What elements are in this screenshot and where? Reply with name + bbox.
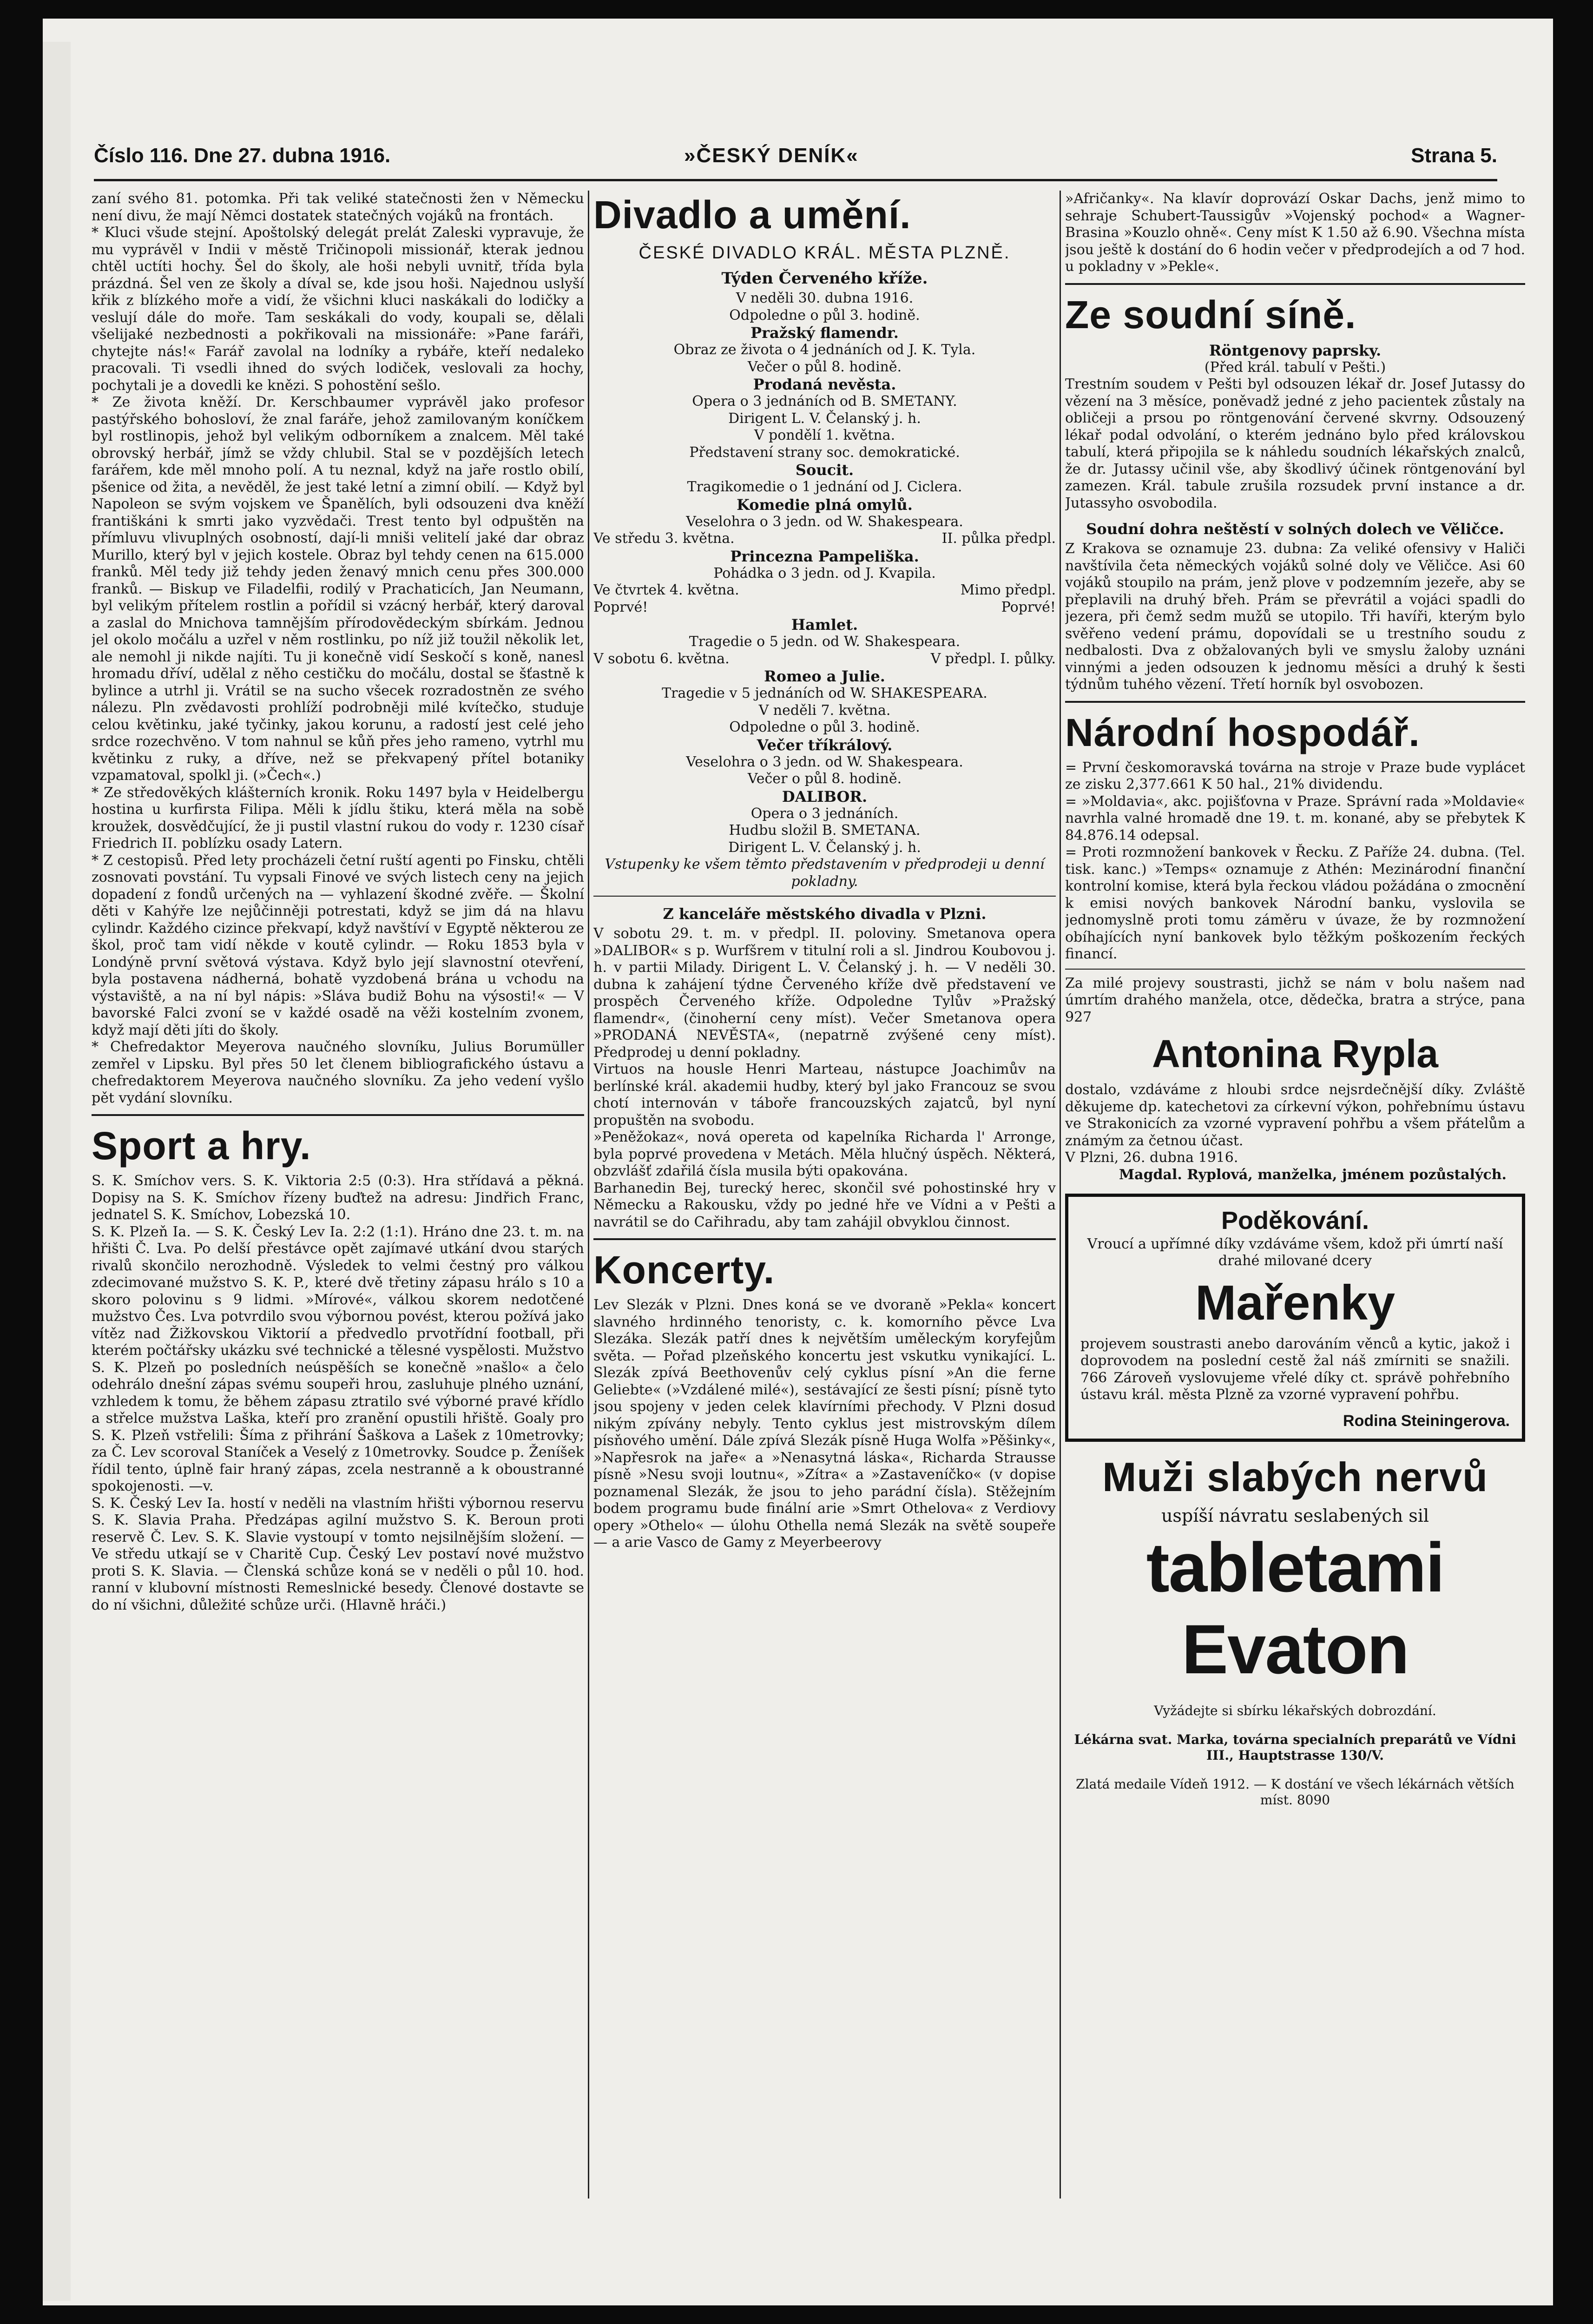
program-title: Večer tříkrálový. bbox=[757, 736, 893, 754]
economy-item: = První českomoravská továrna na stroje v Praze bude vyplácet ze zisku 2,377.661 K 50 hal., 21% dividendu. bbox=[1065, 759, 1525, 792]
program-date: V neděli 30. dubna 1916. bbox=[736, 290, 914, 306]
thanks-intro: Vroucí a upřímné díky vzdáváme všem, kdož při úmrtí naší drahé milované dcery bbox=[1087, 1235, 1503, 1269]
program-conductor: Dirigent L. V. Čelanský j. h. bbox=[728, 839, 921, 856]
article-zivot-knezi: * Ze života kněží. Dr. Kerschbaumer vyprávěl jako profesor pastýřského bohosloví, že znal faráře, jehož zamilovaným koníčkem byl rostlinopis, jehož byl velikým odborníkem a znalcem. Měl také obrovský herbář, jímž se vždy chlubil. Stal se v pozdějších letech farářem, kde měl mnoho polí. A tu neznal, když na jaře rostlo obilí, pšenice od žita, a nevěděl, že jest také letní a zimní obilí. — Když byl Napoleon se svým vojskem ve Španělích, byli odsouzeni dva kněží františkáni k smrti jako vyzvědači. Trest tento byl odpuštěn na přímluvu vlivuplných osobností, dají-li mniši velitelí jaké dar obraz Murillo, který byl v jejich kostele. Obraz byl tehdy cenen na 615.000 franků. Měl tedy již tehdy jeden ženavý mnich cenu přes 300.000 franků. — Biskup ve Filadelfii, rodilý v Prachaticích, Jan Neumann, byl velikým přítelem rostlin a pořídil si vzácný herbář, který daroval a zaslal do Mnichova tamnějším přírodovědeckým sbírkám. Jednou jel okolo močálu a uzřel v něm rostlinku, po níž již toužil několik let, ale nemohl ji nikde najíti. Tu ji konečně vidí Seskočí s koně, nanesl hromadu dříví, udělal z něho cestičku do močálu, dostal se šťastně k bylince a utrhl ji. Vrátil se na sucho všecek rozradostněn ze svého nálezu. Pln zvědavosti prohlíží podrobněji milé kvítečko, studuje celou květinku, jaké tyčinky, jakou korunu, a radostí jest celé jeho srdce rozechvěno. V tom nahnul se kůň přes jeho rameno, vytrhl mu květinku z ruky, a dříve, než se překvapený přítel botaniky vzpamatoval, spolkl ji. (»Čech«.) bbox=[92, 394, 584, 784]
section-rule bbox=[1065, 283, 1525, 285]
issue-date: Číslo 116. Dne 27. dubna 1916. bbox=[94, 144, 391, 167]
page-header bbox=[94, 135, 1497, 177]
program-desc: Pohádka o 3 jedn. od J. Kvapila. bbox=[713, 565, 936, 581]
column-2 bbox=[593, 191, 1056, 2199]
program-desc: Tragikomedie o 1 jednání od J. Ciclera. bbox=[687, 479, 962, 495]
theatre-notice: V sobotu 29. t. m. v předpl. II. poloviny. Smetanova opera »DALIBOR« s p. Wurfšrem v titulní roli a sl. Jindrou Koubovou j. h. v partii Milady. Dirigent L. V. Čelanský j. h. — V neděli 30. dubna k zahájení týdne Červeného kříže dvě představení ve prospěch Červeného kříže. Odpoledne Tylův »Pražský flamendr«, (činoherní ceny míst). Večer Smetanova opera »PRODANÁ NEVĚSTA«, (nepatrně zvýšené ceny míst). Předprodej u denní pokladny. bbox=[593, 925, 1056, 1061]
ad-line: Zlatá medaile Vídeň 1912. — K dostání ve všech lékárnách větších míst. 8090 bbox=[1076, 1776, 1514, 1808]
adjacent-page-edge bbox=[43, 42, 71, 2301]
thanks-text: projevem soustrasti anebo darováním věnců a kytic, jakož i doprovodem na poslední cestě žal náš zmírniti se snažili. 766 Zároveň vyslovujeme vřelé díky ct. správě pohřebního ústavu král. města Plzně za vzorné vypravení pohřbu. bbox=[1080, 1335, 1510, 1403]
premiere-label: Poprvé! bbox=[593, 599, 648, 615]
program-time: Večer o půl 8. hodině. bbox=[747, 771, 902, 787]
culture-news: Barhanedin Bej, turecký herec, skončil své pohostinské hry v Německu a Rakousku, vždy po jedné hře ve Vídni a v Pešti a navrátil se do Cařihradu, aby tam zahájil obvyklou činnost. bbox=[593, 1180, 1056, 1230]
section-title-hospodar: Národní hospodář. bbox=[1065, 710, 1420, 754]
court-article: Trestním soudem v Pešti byl odsouzen lékař dr. Josef Jutassy do vězení na 3 měsíce, poněvadž jedné z jeho pacientek zůstaly na obličeji a prsou po röntgenování červené skvrny. Odsouzený lékař podal odvolání, o kterém jednáno bylo před královskou tabulí, která připojila se k náhledu soudních lékařských znalců, že dr. Jutassy učinil vše, aby škodlivý účinek röntgenování byl zamezen. Král. tabule zrušila rozsudek první instance a dr. Jutassyho osvobodila. bbox=[1065, 376, 1525, 511]
ad-product-name: tabletami Evaton bbox=[1146, 1528, 1444, 1688]
sport-item: S. K. Smíchov vers. S. K. Viktoria 2:5 (0:3). Hra střídavá a pěkná. Dopisy na S. K. Smíchov řízeny buďtež na adresu: Jindřich Franc, jednatel S. K. Smíchov, Lobezská 10. bbox=[92, 1173, 584, 1223]
header-rule bbox=[94, 179, 1497, 181]
program-date: Ve čtvrtek 4. května. bbox=[593, 582, 739, 598]
thanks-signature: Rodina Steiningerova. bbox=[1343, 1412, 1510, 1430]
section-title-soud: Ze soudní síně. bbox=[1065, 292, 1356, 337]
program-premiere-row bbox=[593, 599, 1056, 616]
program-subscription: V předpl. I. půlky. bbox=[930, 650, 1056, 667]
program-title: Hamlet. bbox=[791, 616, 858, 634]
obituary-name: Antonina Rypla bbox=[1152, 1032, 1438, 1076]
program-desc: Tragedie o 5 jedn. od W. Shakespeara. bbox=[689, 634, 961, 650]
article-kroniky: * Ze středověkých klášterních kronik. Roku 1497 byla v Heidelbergu hostina u kurfirsta Filipa. Měli k jídlu štiku, která měla na sobě kroužek, dosvědčující, že ji pustil vlastní rukou do vody r. 1230 císař Friedrich II. poblízku osady Latern. bbox=[92, 784, 584, 852]
economy-item: = Proti rozmnožení bankovek v Řecku. Z Paříže 24. dubna. (Tel. tisk. kanc.) »Temps« oznamuje z Athén: Mezinárodní finanční kontrolní komise, která byla řeckou vládou požádána o zmocnění k emisi nových bankovek Národní banku, vyslovila se jednomyslně proti tomu záměru v úvaze, že by rozmnožení obíhajících nyní bankovek bylo těžkým poškozením řeckých financí. bbox=[1065, 844, 1525, 962]
tickets-note: Vstupenky ke všem těmto představením v předprodeji u denní pokladny. bbox=[605, 856, 1045, 890]
newspaper-page bbox=[43, 19, 1553, 2305]
program-title: Pražský flamendr. bbox=[750, 324, 899, 342]
program-subscription: Mimo předpl. bbox=[960, 582, 1056, 598]
advertisement bbox=[1065, 1452, 1525, 1808]
masthead-title: »ČESKÝ DENÍK« bbox=[684, 144, 859, 167]
page-number: Strana 5. bbox=[1411, 144, 1497, 167]
article-meyer: * Chefredaktor Meyerova naučného slovníku, Julius Borumüller zemřel v Lipsku. Byl přes 50 let členem bibliografického ústavu a chefredaktorem Meyerova naučného slovníku. Za jeho vedení vyšlo pět vydání slovníku. bbox=[92, 1039, 584, 1106]
program-date: V sobotu 6. května. bbox=[593, 650, 730, 667]
section-title-divadlo: Divadlo a umění. bbox=[593, 193, 911, 237]
section-rule bbox=[593, 1238, 1056, 1240]
program-subscription: II. půlka předpl. bbox=[941, 530, 1056, 547]
subsection-title: Z kanceláře městského divadla v Plzni. bbox=[663, 905, 987, 923]
culture-news: »Peněžokaz«, nová opereta od kapelníka Richarda l' Arronge, byla poprvé provedena v Metách. Měla hlučný úspěch. Některá, obzvlášť zdařilá čísla musila býti opakována. bbox=[593, 1129, 1056, 1179]
program-date: V neděli 7. května. bbox=[758, 702, 891, 719]
article-headline: Röntgenovy paprsky. bbox=[1209, 341, 1382, 359]
program-desc: Opera o 3 jednáních. bbox=[750, 805, 899, 822]
article-headline: Soudní dohra neštěstí v solných dolech ve Věličce. bbox=[1086, 520, 1504, 538]
program-time: Večer o půl 8. hodině. bbox=[747, 358, 902, 375]
program-date-row bbox=[593, 582, 1056, 599]
article-subheadline: (Před král. tabulí v Pešti.) bbox=[1204, 359, 1386, 376]
ad-subheadline: uspíší návratu seslabených sil bbox=[1161, 1505, 1429, 1526]
thanks-notice-box bbox=[1065, 1194, 1525, 1442]
section-rule bbox=[593, 896, 1056, 897]
program-date: V pondělí 1. května. bbox=[754, 427, 895, 443]
premiere-label: Poprvé! bbox=[1001, 599, 1056, 615]
program-desc: Veselohra o 3 jedn. od W. Shakespeara. bbox=[686, 513, 963, 530]
culture-news: Virtuos na housle Henri Marteau, nástupce Joachimův na berlínské král. akademii hudby, který byl jako Francouz se svou chotí internován v táboře francouzských zajatců, byl nyní propuštěn na svobodu. bbox=[593, 1061, 1056, 1129]
obituary-intro: Za milé projevy soustrasti, jichž se nám v bolu našem nad úmrtím drahého manžela, otce, dědečka, bratra a strýce, pana 927 bbox=[1065, 975, 1525, 1025]
section-rule bbox=[1065, 969, 1525, 970]
column-rule bbox=[588, 191, 589, 2199]
program-desc: Obraz ze života o 4 jednáních od J. K. Tyla. bbox=[673, 342, 976, 358]
thanks-title: Poděkování. bbox=[1221, 1206, 1369, 1235]
section-title-sport: Sport a hry. bbox=[92, 1124, 311, 1168]
program-time: Odpoledne o půl 3. hodině. bbox=[729, 719, 920, 735]
column-1 bbox=[92, 191, 584, 2199]
article-kluci: * Kluci všude stejní. Apoštolský delegát prelát Zaleski vypravuje, že mu vyprávěl v Indii v městě Tričinopoli missionář, kterak jednou chtěl uctíti hochy. Šel do školy, ale hoši nebyli uvnitř, třída byla prázdná. Šel ven ze školy a díval se, kde jsou hoši. Najednou uslyší křik z blízkého moře a vidí, že všichni kluci naskákali do lodičky a veslují dále do moře. Tam seskákali do vody, koupali se, dělali všelijaké nezbednosti a pokřikovali na missionáře: »Pane faráři, chytejte nás!« Farář zavolal na lodníky a rybáře, kteří nedaleko pracovali. Ti vsedli ihned do svých lodiček, veslovali za hochy, pochytali je a dovedli ke knězi. S pohostění sešlo. bbox=[92, 224, 584, 394]
week-title: Týden Červeného kříže. bbox=[721, 269, 928, 288]
program-desc: Veselohra o 3 jedn. od W. Shakespeara. bbox=[686, 753, 963, 770]
sport-item: S. K. Český Lev Ia. hostí v neděli na vlastním hřišti výbornou reservu S. K. Slavia Praha. Předzápas agilní mužstvo S. K. Beroun proti reservě Č. Lev. S. K. Slavie vystoupí v tomto nejsilnějším složení. — Ve středu utkají se v Charitě Cup. Český Lev postaví nové mužstvo proti S. K. Slavia. — Členská schůze koná se v neděli o půl 10. hod. ranní v klubovní místnosti Remeslnické besedy. Členové dostavte se do ní všichni, důležité schůze urči. (Hlavně hráči.) bbox=[92, 1495, 584, 1613]
economy-item: = »Moldavia«, akc. pojišťovna v Praze. Správní rada »Moldavie« navrhla valné hromadě dne 19. t. m. konané, aby se přebytek K 84.876.14 odepsal. bbox=[1065, 793, 1525, 844]
thanks-name: Mařenky bbox=[1195, 1275, 1396, 1330]
ad-pharmacy: Lékárna svat. Marka, továrna specialních preparátů ve Vídni III., Hauptstrasse 130/V. bbox=[1074, 1731, 1516, 1763]
concert-article: Lev Slezák v Plzni. Dnes koná se ve dvoraně »Pekla« koncert slavného hrdinného tenoristy, c. k. komorního pěvce Lva Slezáka. Slezák patří dnes k největším uměleckým koryfejům světa. — Pořad plzeňského koncertu jest vskutku vynikající. L. Slezák zpívá Beethovenův celý cyklus písní »An die ferne Geliebte« (»Vzdálené milé«), sestávající ze šesti písní; písně tyto jsou spojeny v jeden celek klavírními přechody. V Plzni dosud nikým zpívány nebyly. Tento cyklus jest mistrovským dílem písňového umění. Dále zpívá Slezák písně Huga Wolfa »Pěšinky«, »Napřesrok na jaře« a »Nenasytná láska«, Richarda Strausse písně »Nesu svoji loutnu«, »Zítra« a »Zastaveníčko« (v dopise poznamenal Slezák, že jsou to jeho parádní čísla). Stěžejním bodem programu bude finální arie »Smrt Othelova« z Verdiovy opery »Othelo« — úlohu Othella nemá Slezák na světě soupeře — a arie Vasco de Gamy z Meyerbeerovy bbox=[593, 1297, 1056, 1551]
ad-headline: Muži slabých nervů bbox=[1102, 1453, 1488, 1500]
program-desc: Představení strany soc. demokratické. bbox=[689, 444, 960, 461]
obituary-place-date: V Plzni, 26. dubna 1916. bbox=[1065, 1149, 1238, 1166]
theatre-name: ČESKÉ DIVADLO KRÁL. MĚSTA PLZNĚ. bbox=[639, 243, 1011, 263]
section-rule bbox=[1065, 701, 1525, 703]
program-conductor: Dirigent L. V. Čelanský j. h. bbox=[728, 410, 921, 427]
program-title: Soucit. bbox=[795, 461, 854, 479]
section-title-koncerty: Koncerty. bbox=[593, 1248, 775, 1292]
obituary-text: dostalo, vzdáváme z hloubi srdce nejsrdečnější díky. Zvláště děkujeme dp. katechetovi za církevní výkon, pohřebnímu ústavu ve Strakonicích za vzorné vypravení pohřbu a všem přátelům a známým za četnou účast. bbox=[1065, 1082, 1525, 1149]
court-article: Z Krakova se oznamuje 23. dubna: Za veliké ofensivy v Haliči navštívila četa německých vojáků solné doly ve Věličce. Asi 60 vojáků stoupilo na prám, jenž plove v podzemním jezeře, aby se přeplavili na druhý břeh. Prám se převrátil a vojáci spadli do jezera, při čemž sedm mužů se utopilo. Tři havíři, kterým bylo svěřeno vedení prámu, dopovídali se u trestního soudu z nedbalosti. Dva z obžalovaných byli ve smyslu žaloby uznáni vinnými a jeden odsouzen k jednomu měsíci a druhý k šesti týdnům tuhého vězení. Třetí horník byl osvobozen. bbox=[1065, 541, 1525, 693]
program-date-row bbox=[593, 651, 1056, 668]
program-title: Romeo a Julie. bbox=[764, 667, 885, 685]
program-date-row bbox=[593, 530, 1056, 548]
concert-article-continued: »Afričanky«. Na klavír doprovází Oskar Dachs, jenž mimo to sehraje Schubert-Taussigův »Vojenský pochod« a Wagner-Brasina »Kouzlo ohně«. Ceny míst K 1.50 až 6.90. Všechna místa jsou ještě k dostání do 6 hodin večer v předprodejích a od 7 hod. u pokladny v »Pekle«. bbox=[1065, 191, 1525, 275]
program-title: Prodaná nevěsta. bbox=[753, 376, 896, 393]
section-rule bbox=[92, 1114, 584, 1116]
program-title: DALIBOR. bbox=[782, 787, 868, 805]
program-desc: Opera o 3 jednáních od B. SMETANY. bbox=[692, 393, 957, 409]
program-desc: Hudbu složil B. SMETANA. bbox=[729, 822, 921, 838]
column-3 bbox=[1065, 191, 1525, 2199]
sport-item: S. K. Plzeň Ia. — S. K. Český Lev Ia. 2:2 (1:1). Hráno dne 23. t. m. na hřišti Č. Lva. Po delší přestávce opět zajímavé utkání dvou starých rivalů skončilo nerozhodně. Výsledek to velmi čestný pro válkou zdecimované mužstvo S. K. P., které dvě třetiny zápasu hrálo s 10 a skoro polovinu s 9 lidmi. »Mírové«, válkou skorem nedotčené mužstvo Čes. Lva potvrdilo svou výbornou povést, kterou požívá jako vítěz nad Žižkovskou Viktorií a předvedlo prvotřídní football, při kterém počtářsky ukázku své technické a tělesné vyspělosti. Mužstvo S. K. Plzeň po posledních neúspěších se konečně »našlo« a čelo odehrálo dnešní zápas svému soupeři hrou, zasluhuje plného uznání, vzhledem k tomu, že během zápasu ztratilo své výborné pravé křídlo a střelce mužstva Laška, kteří pro zranění opustili hřiště. Goaly pro S. K. Plzeň vstřelili: Šíma z přihrání Šaškova a Lašek z 10metrovky; za Č. Lev scoroval Staníček a Veselý z 10metrovky. Soudce p. Ženíšek řídil tento, úplně fair hraný zápas, zcela nestranně a k oboustranné spokojenosti. —v. bbox=[92, 1223, 584, 1494]
program-date: Ve středu 3. května. bbox=[593, 530, 735, 547]
obituary-signature: Magdal. Ryplová, manželka, jménem pozůstalých. bbox=[1119, 1166, 1507, 1183]
column-rule bbox=[1060, 191, 1061, 2199]
article-continued: zaní svého 81. potomka. Při tak veliké statečnosti žen v Německu není divu, že mají Němci dostatek statečných vojáků na frontách. bbox=[92, 191, 584, 224]
program-desc: Tragedie v 5 jednáních od W. SHAKESPEARA. bbox=[662, 685, 987, 701]
program-time: Odpoledne o půl 3. hodině. bbox=[729, 307, 920, 324]
program-title: Komedie plná omylů. bbox=[737, 495, 913, 514]
article-cestopisy: * Z cestopisů. Před lety procházeli četní ruští agenti po Finsku, chtěli zosnovati povstání. Tu vypsali Finové ve svých listech ceny na jejich dopadení z fondů určených na — vyhlazení škodné zvěře. — Školní děti v Kahýře lze nejůčinněji potrestati, když se jim dá na hlavu cylindr. Každého cizince překvapí, když navštíví v Egyptě některou ze škol, proč tam vidí někde v koutě cylindr. — Roku 1853 byla v Londýně první světová výstava. Když bylo její slavnostní otevření, byla postavena nádherná, bohatě vyzdobená brána u vchodu na výstaviště, a na ní byl nápis: »Sláva budiž Bohu na výsosti!« — V bavorské Falci zvoní se v každé osadě na věži kostelním zvonem, když mají děti jíti do školy. bbox=[92, 852, 584, 1038]
program-title: Princezna Pampeliška. bbox=[730, 547, 919, 565]
ad-line: Vyžádejte si sbírku lékařských dobrozdání. bbox=[1154, 1703, 1436, 1718]
